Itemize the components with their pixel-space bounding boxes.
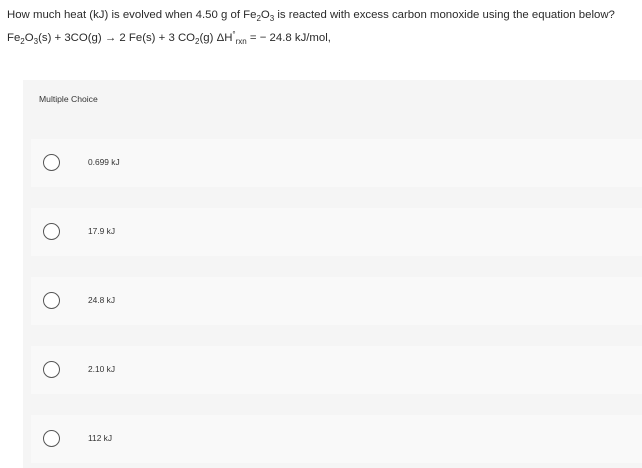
subscript: 3	[33, 37, 39, 46]
superscript: °	[232, 30, 236, 39]
option-label: 0.699 kJ	[88, 157, 120, 167]
option-3[interactable]	[31, 277, 642, 325]
question-line-2	[7, 27, 639, 50]
option-label: 2.10 kJ	[88, 364, 116, 374]
equation-part-d: (g) ΔH	[199, 32, 233, 44]
question-text	[7, 7, 639, 50]
radio-button-icon[interactable]	[43, 154, 60, 171]
question-line-1-part-a: How much heat (kJ) is evolved when 4.50 g of Fe	[7, 9, 257, 21]
subscript: 3	[269, 14, 275, 23]
question-line-1-part-c: is reacted with excess carbon monoxide using the equation below?	[274, 9, 615, 21]
equation-part-e: = − 24.8 kJ/mol,	[246, 32, 331, 44]
option-5[interactable]	[31, 415, 642, 463]
equation-part-a: Fe	[7, 32, 21, 44]
option-label: 112 kJ	[88, 433, 113, 443]
subscript: 2	[256, 14, 261, 23]
subscript: 2	[20, 37, 25, 46]
option-1[interactable]	[31, 139, 642, 187]
radio-button-icon[interactable]	[43, 361, 60, 378]
option-label: 17.9 kJ	[88, 226, 116, 236]
question-line-1-part-b: O	[260, 9, 270, 21]
subscript: 2	[195, 37, 200, 46]
multiple-choice-label: Multiple Choice	[39, 94, 98, 104]
radio-button-icon[interactable]	[43, 292, 60, 309]
equation-part-b: O	[24, 32, 34, 44]
radio-button-icon[interactable]	[43, 223, 60, 240]
option-label: 24.8 kJ	[88, 295, 116, 305]
option-2[interactable]	[31, 208, 642, 256]
radio-button-icon[interactable]	[43, 430, 60, 447]
equation-part-c: (s) + 3CO(g) → 2 Fe(s) + 3 CO	[38, 32, 196, 44]
option-4[interactable]	[31, 346, 642, 394]
question-line-1	[7, 7, 639, 27]
multiple-choice-panel	[23, 80, 642, 468]
subscript: rxn	[235, 37, 247, 46]
